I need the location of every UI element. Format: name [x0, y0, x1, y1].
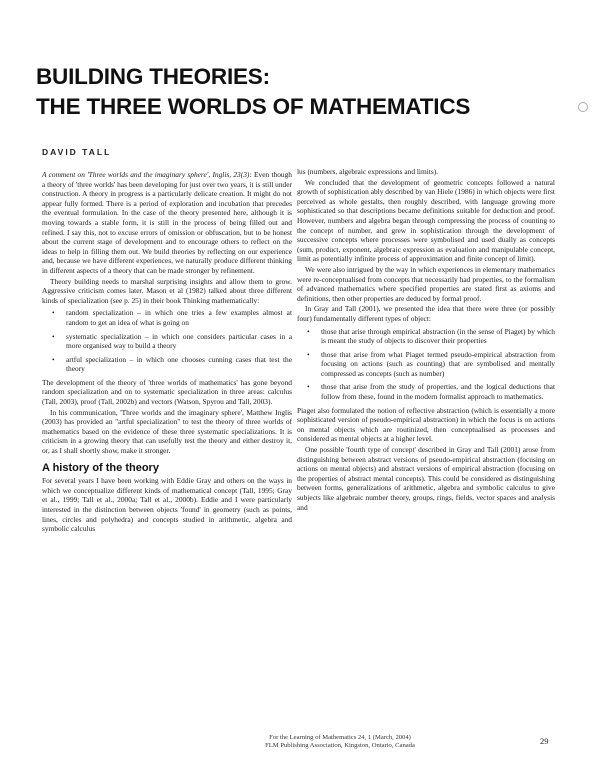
specialization-list [42, 308, 292, 374]
paragraph: We were also intrigued by the way in which experiences in elementary mathematics were re-conceptualised from concepts that necessarily had properties, to the formalism of advanced mathematics where specified properties are stated first as axioms and definitions, then other properties are deduced by formal proof. [297, 264, 555, 303]
left-column [42, 170, 292, 535]
right-column [297, 167, 555, 513]
paragraph: lus (numbers, algebraic expressions and limits). [297, 167, 439, 176]
margin-mark [578, 102, 588, 112]
title-line-2: THE THREE WORLDS OF MATHEMATICS [36, 94, 471, 119]
paragraph: The development of the theory of 'three worlds of mathematics' has gone beyond random specialization and on to systematic specialization in three areas: calculus (Tall, 2003), proof (Tall, 2002b) and vectors (Watson, Spyrou and Tall, 2003). [42, 377, 292, 407]
author-name: DAVID TALL [42, 147, 112, 157]
paragraph: For several years I have been working with Eddie Gray and others on the ways in which we conceptualize different kinds of mathematical concept (Tall, 1995; Gray et al., 1999; Tall et al., 2000a; Tall et al., 2000b). Eddie and I were particularly interested in the distinction between objects 'found' in geometry (such as points, lines, circles and polyhedra) and concepts studied in arithmetic, algebra and symbolic calculus [42, 476, 292, 534]
object-types-list [297, 327, 555, 402]
paragraph: In Gray and Tall (2001), we presented the idea that there were three (or possibly four) fundamentally different types of object: [297, 304, 555, 323]
list-item: • those that arise from what Piaget termed pseudo-empirical abstraction from focusing on actions (such as counting) that are symbolised and mentally compressed as concepts (such as number) [321, 350, 555, 379]
publisher: FLM Publishing Association, Kingston, Ontario, Canada [265, 742, 415, 749]
paragraph: Piaget also formulated the notion of reflective abstraction (which is essentially a more sophisticated version of pseudo-empirical abstraction) in which the focus is on actions on mental objects which are routinized, then conceptualised as processes and considered as mental objects at a higher level. [297, 405, 555, 444]
list-item: • those that arise through empirical abstraction (in the sense of Piaget) by which is meant the study of objects to discover their properties [321, 327, 555, 346]
paragraph: A comment on 'Three worlds and the imaginary sphere', Inglis, 23(3): Even though a theory of 'three worlds' has been developing for just over two years, it is still under construction. A theory in progress is a particularly delicate creation. It might do not appear fully formed. There is a period of exploration and incubation that precedes the eventual formulation. In the case of the theory presented here, although it is moving towards a stable form, it is still in the process of being filled out and refined. I say this, not to excuse errors of omission or obfuscation, but to be honest about the current stage of development and to encourage others to reflect on the ideas to help in filling them out. We build theories by reflecting on our experience and, because we have different experiences, we naturally produce different thinking in different aspects of a theory that can be made stronger by refinement. [42, 170, 292, 275]
paragraph: Theory building needs to marshal surprising insights and allow them to grow. Aggressive criticism comes later. Mason et al (1982) talked about three different kinds of specialization (see p. 25) in their book Thinking mathematically: [42, 276, 292, 305]
section-heading: A history of the theory [42, 461, 159, 474]
journal-citation: For the Learning of Mathematics 24, 1 (March, 2004) [269, 734, 411, 741]
paragraph: One possible 'fourth type of concept' described in Gray and Tall (2001) arose from distinguishing between abstract versions of pseudo-empirical abstraction (focusing on actions on mental objects) and abstract versions of empirical abstraction (focusing on the properties of abstract mental concepts). This could be considered as distinguishing between forms, generalizations of arithmetic, algebra and symbolic calculus to give subjects like algebraic number theory, groups, rings, fields, vector spaces and analysis and [297, 445, 555, 512]
title-line-1: BUILDING THEORIES: [36, 64, 270, 89]
journal-footer [190, 734, 490, 750]
page-number: 29 [540, 736, 549, 746]
list-item: • random specialization – in which one tries a few examples almost at random to get an idea of what is going on [66, 308, 292, 327]
list-item: • systematic specialization – in which one considers particular cases in a more organised way to build a theory [66, 332, 292, 351]
list-item: • artful specialization – in which one chooses cunning cases that test the theory [66, 355, 292, 374]
paragraph: We concluded that the development of geometric concepts followed a natural growth of sophistication ably described by van Hiele (1986) in which objects were first perceived as whole gestalts, then roughly described, with language growing more sophisticated so that descriptions became definitions suitable for deduction and proof. However, numbers and algebra began through compressing the process of counting to the concept of number, and grew in sophistication through the development of successive concepts where processes were symbolised and used dually as concepts (sum, product, exponent, algebraic expression as evaluation and manipulable concept, limit as potentially infinite process of approximation and finite concept of limit). [297, 177, 555, 264]
paragraph: In his communication, 'Three worlds and the imaginary sphere', Matthew Inglis (2003) has provided an "artful specialization" to test the theory of three worlds of mathematics based on the evidence of these three systematic specializations. It is criticism in a growing theory that can usefully test the theory and either destroy it, or, as I shall shortly show, make it stronger. [42, 407, 292, 456]
list-item: • those that arise from the study of properties, and the logical deductions that follow from these, found in the modern formalist approach to mathematics. [321, 382, 555, 401]
comment-reference: A comment on 'Three worlds and the imaginary sphere', Inglis, 23(3): [42, 170, 252, 179]
article-title [36, 62, 470, 122]
